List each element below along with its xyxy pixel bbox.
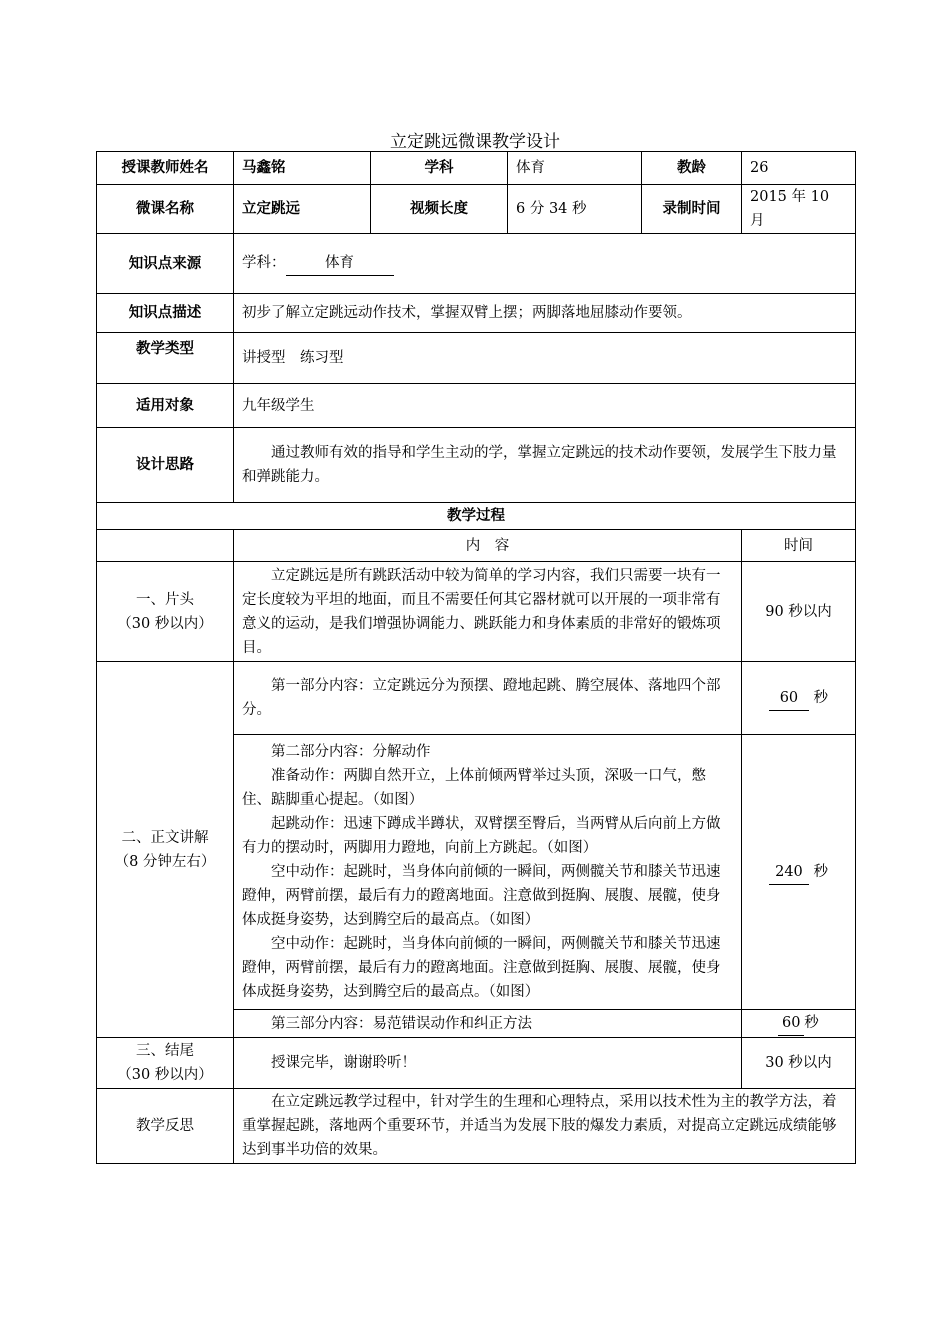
length-label: 视频长度 — [371, 185, 508, 234]
part2-takeoff: 起跳动作：迅速下蹲成半蹲状，双臂摆至臀后，当两臂从后向前上方做有力的摆动时，两脚用力蹬地，向前上方跳起。（如图） — [242, 816, 721, 856]
reflection-label: 教学反思 — [97, 1089, 234, 1164]
course-name: 立定跳远 — [234, 185, 371, 234]
process-heading-row — [97, 503, 856, 530]
part1-time — [742, 662, 856, 735]
content-column-header: 内 容 — [234, 530, 742, 562]
source-label: 知识点来源 — [97, 234, 234, 294]
main-stage-name: 二、正文讲解 — [121, 829, 209, 846]
part3-time-value: 60 — [778, 1011, 804, 1036]
record-value: 2015 年 10 月 — [742, 185, 856, 234]
process-stage-header — [97, 530, 234, 562]
teacher-name: 马鑫铭 — [234, 152, 371, 185]
part1-time-value: 60 — [769, 686, 809, 711]
ending-text: 授课完毕，谢谢聆听！ — [234, 1038, 742, 1089]
part2-time-value: 240 — [769, 860, 809, 885]
part2-heading: 第二部分内容：分解动作 — [271, 744, 431, 760]
subject-value: 体育 — [508, 152, 642, 185]
main-part1-row — [97, 662, 856, 735]
years-value: 26 — [742, 152, 856, 185]
audience-text: 九年级学生 — [234, 384, 856, 428]
description-label: 知识点描述 — [97, 294, 234, 333]
process-heading: 教学过程 — [97, 503, 856, 530]
intro-stage-time: （30 秒以内） — [117, 615, 213, 632]
teacher-label: 授课教师姓名 — [97, 152, 234, 185]
ending-stage-name: 三、结尾 — [136, 1043, 194, 1059]
source-cell — [234, 234, 856, 294]
part2-cell — [234, 735, 742, 1010]
source-row — [97, 234, 856, 294]
part3-time-unit: 秒 — [804, 1015, 819, 1031]
type-text: 讲授型 练习型 — [234, 333, 856, 384]
length-value: 6 分 34 秒 — [508, 185, 642, 234]
source-value: 体育 — [286, 251, 394, 276]
part2-time-unit: 秒 — [813, 863, 829, 880]
record-label: 录制时间 — [642, 185, 742, 234]
intro-row — [97, 562, 856, 662]
course-label: 微课名称 — [97, 185, 234, 234]
ending-row — [97, 1038, 856, 1089]
ending-stage — [97, 1038, 234, 1089]
design-text: 通过教师有效的指导和学生主动的学，掌握立定跳远的技术动作要领，发展学生下肢力量和弹跳能力。 — [234, 428, 856, 503]
type-row — [97, 333, 856, 384]
audience-row — [97, 384, 856, 428]
part2-air-1: 空中动作：起跳时，当身体向前倾的一瞬间，两侧髋关节和膝关节迅速蹬伸，两臂前摆，最后有力的蹬离地面。注意做到挺胸、展腹、展髋，使身体成挺身姿势，达到腾空后的最高点。（如图） — [242, 864, 721, 928]
type-label: 教学类型 — [97, 333, 234, 384]
part2-air-2: 空中动作：起跳时，当身体向前倾的一瞬间，两侧髋关节和膝关节迅速蹬伸，两臂前摆，最后有力的蹬离地面。注意做到挺胸、展腹、展髋，使身体成挺身姿势，达到腾空后的最高点。（如图） — [242, 936, 721, 1000]
reflection-row — [97, 1089, 856, 1164]
document-title: 立定跳远微课教学设计 — [390, 132, 560, 152]
part2-prep: 准备动作：两脚自然开立，上体前倾两臂举过头顶，深吸一口气，憋住、踮脚重心提起。（如图） — [242, 768, 706, 808]
lesson-plan-table — [96, 151, 856, 1164]
intro-time: 90 秒以内 — [742, 562, 856, 662]
info-row-2 — [97, 185, 856, 234]
part3-text: 第三部分内容：易范错误动作和纠正方法 — [234, 1010, 742, 1038]
reflection-text: 在立定跳远教学过程中，针对学生的生理和心理特点，采用以技术性为主的教学方法，着重掌握起跳，落地两个重要环节，并适当为发展下肢的爆发力素质，对提高立定跳远成绩能够达到事半功倍的效果。 — [234, 1089, 856, 1164]
description-text: 初步了解立定跳远动作技术，掌握双臂上摆；两脚落地屈膝动作要领。 — [234, 294, 856, 333]
main-stage — [97, 662, 234, 1038]
intro-stage — [97, 562, 234, 662]
intro-stage-name: 一、片头 — [136, 591, 194, 608]
time-column-header: 时间 — [742, 530, 856, 562]
intro-text: 立定跳远是所有跳跃活动中较为简单的学习内容，我们只需要一块有一定长度较为平坦的地面，而且不需要任何其它器材就可以开展的一项非常有意义的运动，是我们增强协调能力、跳跃能力和身体素质的非常好的锻炼项目。 — [234, 562, 742, 662]
subject-label: 学科 — [371, 152, 508, 185]
ending-stage-time: （30 秒以内） — [117, 1067, 213, 1083]
audience-label: 适用对象 — [97, 384, 234, 428]
design-label: 设计思路 — [97, 428, 234, 503]
part3-time — [742, 1010, 856, 1038]
description-row — [97, 294, 856, 333]
process-columns-row — [97, 530, 856, 562]
info-row-1 — [97, 152, 856, 185]
design-row — [97, 428, 856, 503]
part1-text: 第一部分内容：立定跳远分为预摆、蹬地起跳、腾空展体、落地四个部分。 — [234, 662, 742, 735]
main-stage-time: （8 分钟左右） — [114, 853, 216, 870]
part2-time — [742, 735, 856, 1010]
source-prefix: 学科： — [242, 255, 286, 271]
part1-time-unit: 秒 — [813, 689, 829, 706]
years-label: 教龄 — [642, 152, 742, 185]
ending-time: 30 秒以内 — [742, 1038, 856, 1089]
